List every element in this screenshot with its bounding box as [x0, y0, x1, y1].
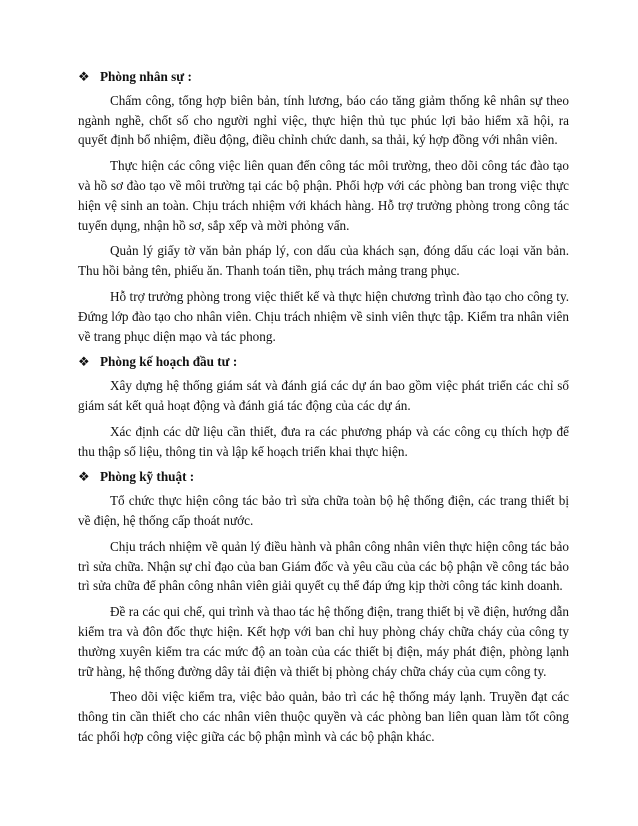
section-heading [78, 352, 569, 372]
paragraph: Quản lý giấy tờ văn bản pháp lý, con dấu của khách sạn, đóng dấu các loại văn bản. Thu hồi bảng tên, phiếu ăn. Thanh toán tiền, phụ trách mảng trang phục. [78, 243, 569, 279]
paragraph: Đề ra các qui chế, qui trình và thao tác hệ thống điện, trang thiết bị về điện, hướng dẫn kiểm tra và đôn đốc thực hiện. Kết hợp với ban chỉ huy phòng cháy chữa cháy của công ty thường xuyên kiểm tra các mức độ an toàn của các thiết bị điện, máy phát điện, phòng lạnh trữ hàng, hệ thống đường dây tải điện và thiết bị phòng cháy chữa cháy của cụm công ty. [78, 604, 569, 679]
section-investment-planning [78, 352, 569, 461]
section-technical [78, 467, 569, 746]
section-title: Phòng kỹ thuật : [100, 469, 195, 485]
section-title: Phòng kế hoạch đầu tư : [100, 354, 238, 370]
paragraph: Hỗ trợ trưởng phòng trong việc thiết kế và thực hiện chương trình đào tạo cho công ty. Đứng lớp đào tạo cho nhân viên. Chịu trách nhiệm về sinh viên thực tập. Kiểm tra nhân viên về trang phục diện mạo và tác phong. [78, 288, 569, 344]
diamond-bullet-icon: ❖ [78, 69, 90, 84]
section-heading [78, 467, 569, 487]
paragraph: Chịu trách nhiệm về quản lý điều hành và phân công nhân viên thực hiện công tác bảo trì sửa chữa. Nhận sự chỉ đạo của ban Giám đốc và yêu cầu của các bộ phận về công tác bảo trì sửa chữa để phân công nhân viên giải quyết cụ thể đáp ứng kịp thời công tác kinh doanh. [78, 538, 569, 594]
diamond-bullet-icon: ❖ [78, 354, 90, 370]
paragraph: Chấm công, tổng hợp biên bản, tính lương, báo cáo tăng giảm thống kê nhân sự theo ngành nghề, chốt số cho người nghỉ việc, thực hiện thủ tục phúc lợi bảo hiểm xã hội, ra quyết định bổ nhiệm, điều động, điều chỉnh chức danh, sa thải, ký hợp đồng với nhân viên. [78, 92, 569, 148]
paragraph: Theo dõi việc kiểm tra, việc bảo quản, bảo trì các hệ thống máy lạnh. Truyền đạt các thông tin cần thiết cho các nhân viên thuộc quyền và các phòng ban liên quan làm tốt công tác phối hợp công việc giữa các bộ phận mình và các bộ phận khác. [78, 689, 569, 744]
paragraph: Xác định các dữ liệu cần thiết, đưa ra các phương pháp và các công cụ thích hợp để thu thập số liệu, thông tin và lập kế hoạch triển khai thực hiện. [78, 423, 569, 459]
diamond-bullet-icon: ❖ [78, 469, 90, 485]
section-heading [78, 67, 569, 87]
paragraph: Tổ chức thực hiện công tác bảo trì sửa chữa toàn bộ hệ thống điện, các trang thiết bị về điện, hệ thống cấp thoát nước. [78, 493, 569, 528]
paragraph: Xây dựng hệ thống giám sát và đánh giá các dự án bao gồm việc phát triển các chỉ số giám sát kết quả hoạt động và đánh giá tác động của các dự án. [78, 378, 569, 413]
section-hr [78, 67, 569, 346]
paragraph: Thực hiện các công việc liên quan đến công tác môi trường, theo dõi công tác đào tạo và hồ sơ đào tạo về môi trường tại các bộ phận. Phối hợp với các phòng ban trong việc thực hiện vệ sinh an toàn. Chịu trách nhiệm với khách hàng. Hỗ trợ trưởng phòng trong công tác tuyển dụng, nhận hồ sơ, sắp xếp và mời phỏng vấn. [78, 158, 569, 233]
section-title: Phòng nhân sự : [100, 69, 192, 84]
